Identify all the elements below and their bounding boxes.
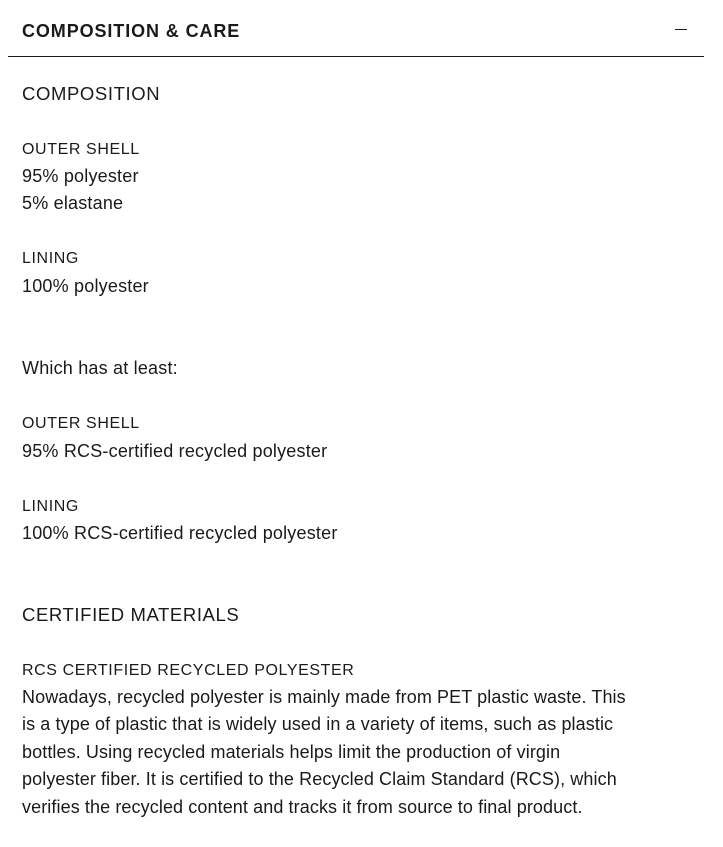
- recycled-lining-label: LINING: [22, 498, 79, 515]
- minus-icon[interactable]: [675, 29, 687, 30]
- rcs-description-line: bottles. Using recycled materials helps limit the production of virgin: [22, 741, 561, 762]
- recycled-outer-shell-label: OUTER SHELL: [22, 415, 140, 432]
- lining-polyester: 100% polyester: [22, 276, 149, 296]
- rcs-description: [22, 684, 702, 821]
- composition-heading: COMPOSITION: [22, 83, 161, 104]
- outer-shell-elastane: 5% elastane: [22, 193, 124, 213]
- recycled-lining-value: 100% RCS-certified recycled polyester: [22, 523, 338, 543]
- outer-shell-label: OUTER SHELL: [22, 141, 140, 158]
- rcs-description-line: is a type of plastic that is widely used in a variety of items, such as plastic: [22, 714, 614, 735]
- lining-label: LINING: [22, 250, 79, 267]
- accordion-header[interactable]: [8, 0, 704, 57]
- rcs-description-line: verifies the recycled content and tracks it from source to final product.: [22, 796, 583, 817]
- rcs-description-line: Nowadays, recycled polyester is mainly made from PET plastic waste. This: [22, 687, 626, 707]
- certified-materials-heading: CERTIFIED MATERIALS: [22, 604, 240, 625]
- accordion-title: COMPOSITION & CARE: [22, 21, 241, 41]
- recycled-intro: Which has at least:: [22, 358, 178, 378]
- rcs-description-line: polyester fiber. It is certified to the Recycled Claim Standard (RCS), which: [22, 769, 617, 790]
- recycled-outer-shell-value: 95% RCS-certified recycled polyester: [22, 441, 328, 461]
- rcs-material-label: RCS CERTIFIED RECYCLED POLYESTER: [22, 662, 355, 679]
- outer-shell-polyester: 95% polyester: [22, 166, 139, 186]
